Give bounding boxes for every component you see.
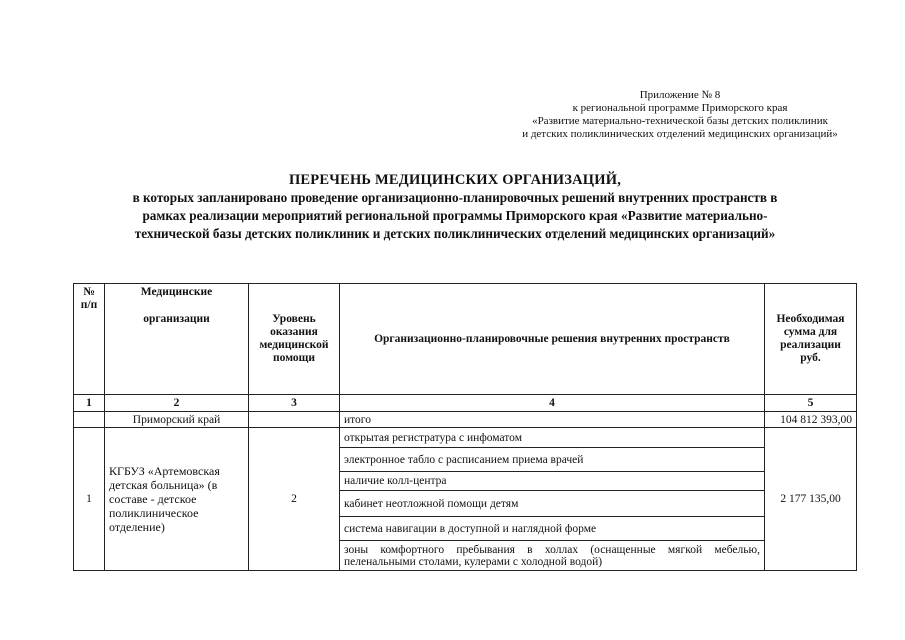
appendix-line: к региональной программе Приморского края <box>572 102 788 114</box>
header-num-line: п/п <box>80 299 98 311</box>
appendix-line: и детских поликлинических отделений медицинских организаций» <box>522 128 838 140</box>
table-row-region <box>74 412 857 428</box>
solution-item: наличие колл-центра <box>340 472 765 491</box>
table-header-row <box>74 284 857 395</box>
header-org-line: организации <box>143 313 210 325</box>
solution-item: электронное табло с расписанием приема врачей <box>340 448 765 472</box>
header-num-line: № <box>83 286 95 298</box>
organizations-table <box>73 283 857 571</box>
col-number: 3 <box>249 395 340 412</box>
care-level: 2 <box>249 428 340 571</box>
header-sum: Необходимая сумма для реализации руб. <box>765 284 857 395</box>
col-number: 5 <box>765 395 857 412</box>
col-number: 4 <box>340 395 765 412</box>
title-line: в которых запланировано проведение организационно-планировочных решений внутренних пространств в <box>132 190 778 205</box>
document-title <box>60 171 850 243</box>
appendix-line: Приложение № 8 <box>639 89 721 101</box>
region-total-sum: 104 812 393,00 <box>765 412 857 428</box>
required-sum: 2 177 135,00 <box>765 428 857 571</box>
header-org-line: Медицинские <box>140 286 213 298</box>
table-row <box>74 428 857 448</box>
title-main: ПЕРЕЧЕНЬ МЕДИЦИНСКИХ ОРГАНИЗАЦИЙ, <box>288 172 622 188</box>
title-line: рамках реализации мероприятий региональной программы Приморского края «Развитие материально- <box>142 208 768 223</box>
col-number: 1 <box>74 395 105 412</box>
col-number: 2 <box>105 395 249 412</box>
org-name: КГБУЗ «Артемовская детская больница» (в составе - детское поликлиническое отделение) <box>105 428 249 571</box>
row-num: 1 <box>74 428 105 571</box>
column-number-row <box>74 395 857 412</box>
solution-item: открытая регистратура с инфоматом <box>340 428 765 448</box>
solution-item: зоны комфортного пребывания в холлах (оснащенные мягкой мебелью, пеленальными столами, кулерами с холодной водой) <box>340 541 765 571</box>
region-total-label: итого <box>340 412 765 428</box>
header-solutions: Организационно-планировочные решения внутренних пространств <box>340 284 765 395</box>
header-level: Уровень оказания медицинской помощи <box>249 284 340 395</box>
solution-item: кабинет неотложной помощи детям <box>340 491 765 517</box>
header-org <box>105 284 249 395</box>
title-line: технической базы детских поликлиник и детских поликлинических отделений медицинских организаций» <box>134 226 776 241</box>
header-num <box>74 284 105 395</box>
appendix-line: «Развитие материально-технической базы детских поликлиник <box>532 115 828 127</box>
solution-item: система навигации в доступной и наглядной форме <box>340 517 765 541</box>
appendix-header <box>480 89 880 141</box>
region-name: Приморский край <box>105 412 249 428</box>
